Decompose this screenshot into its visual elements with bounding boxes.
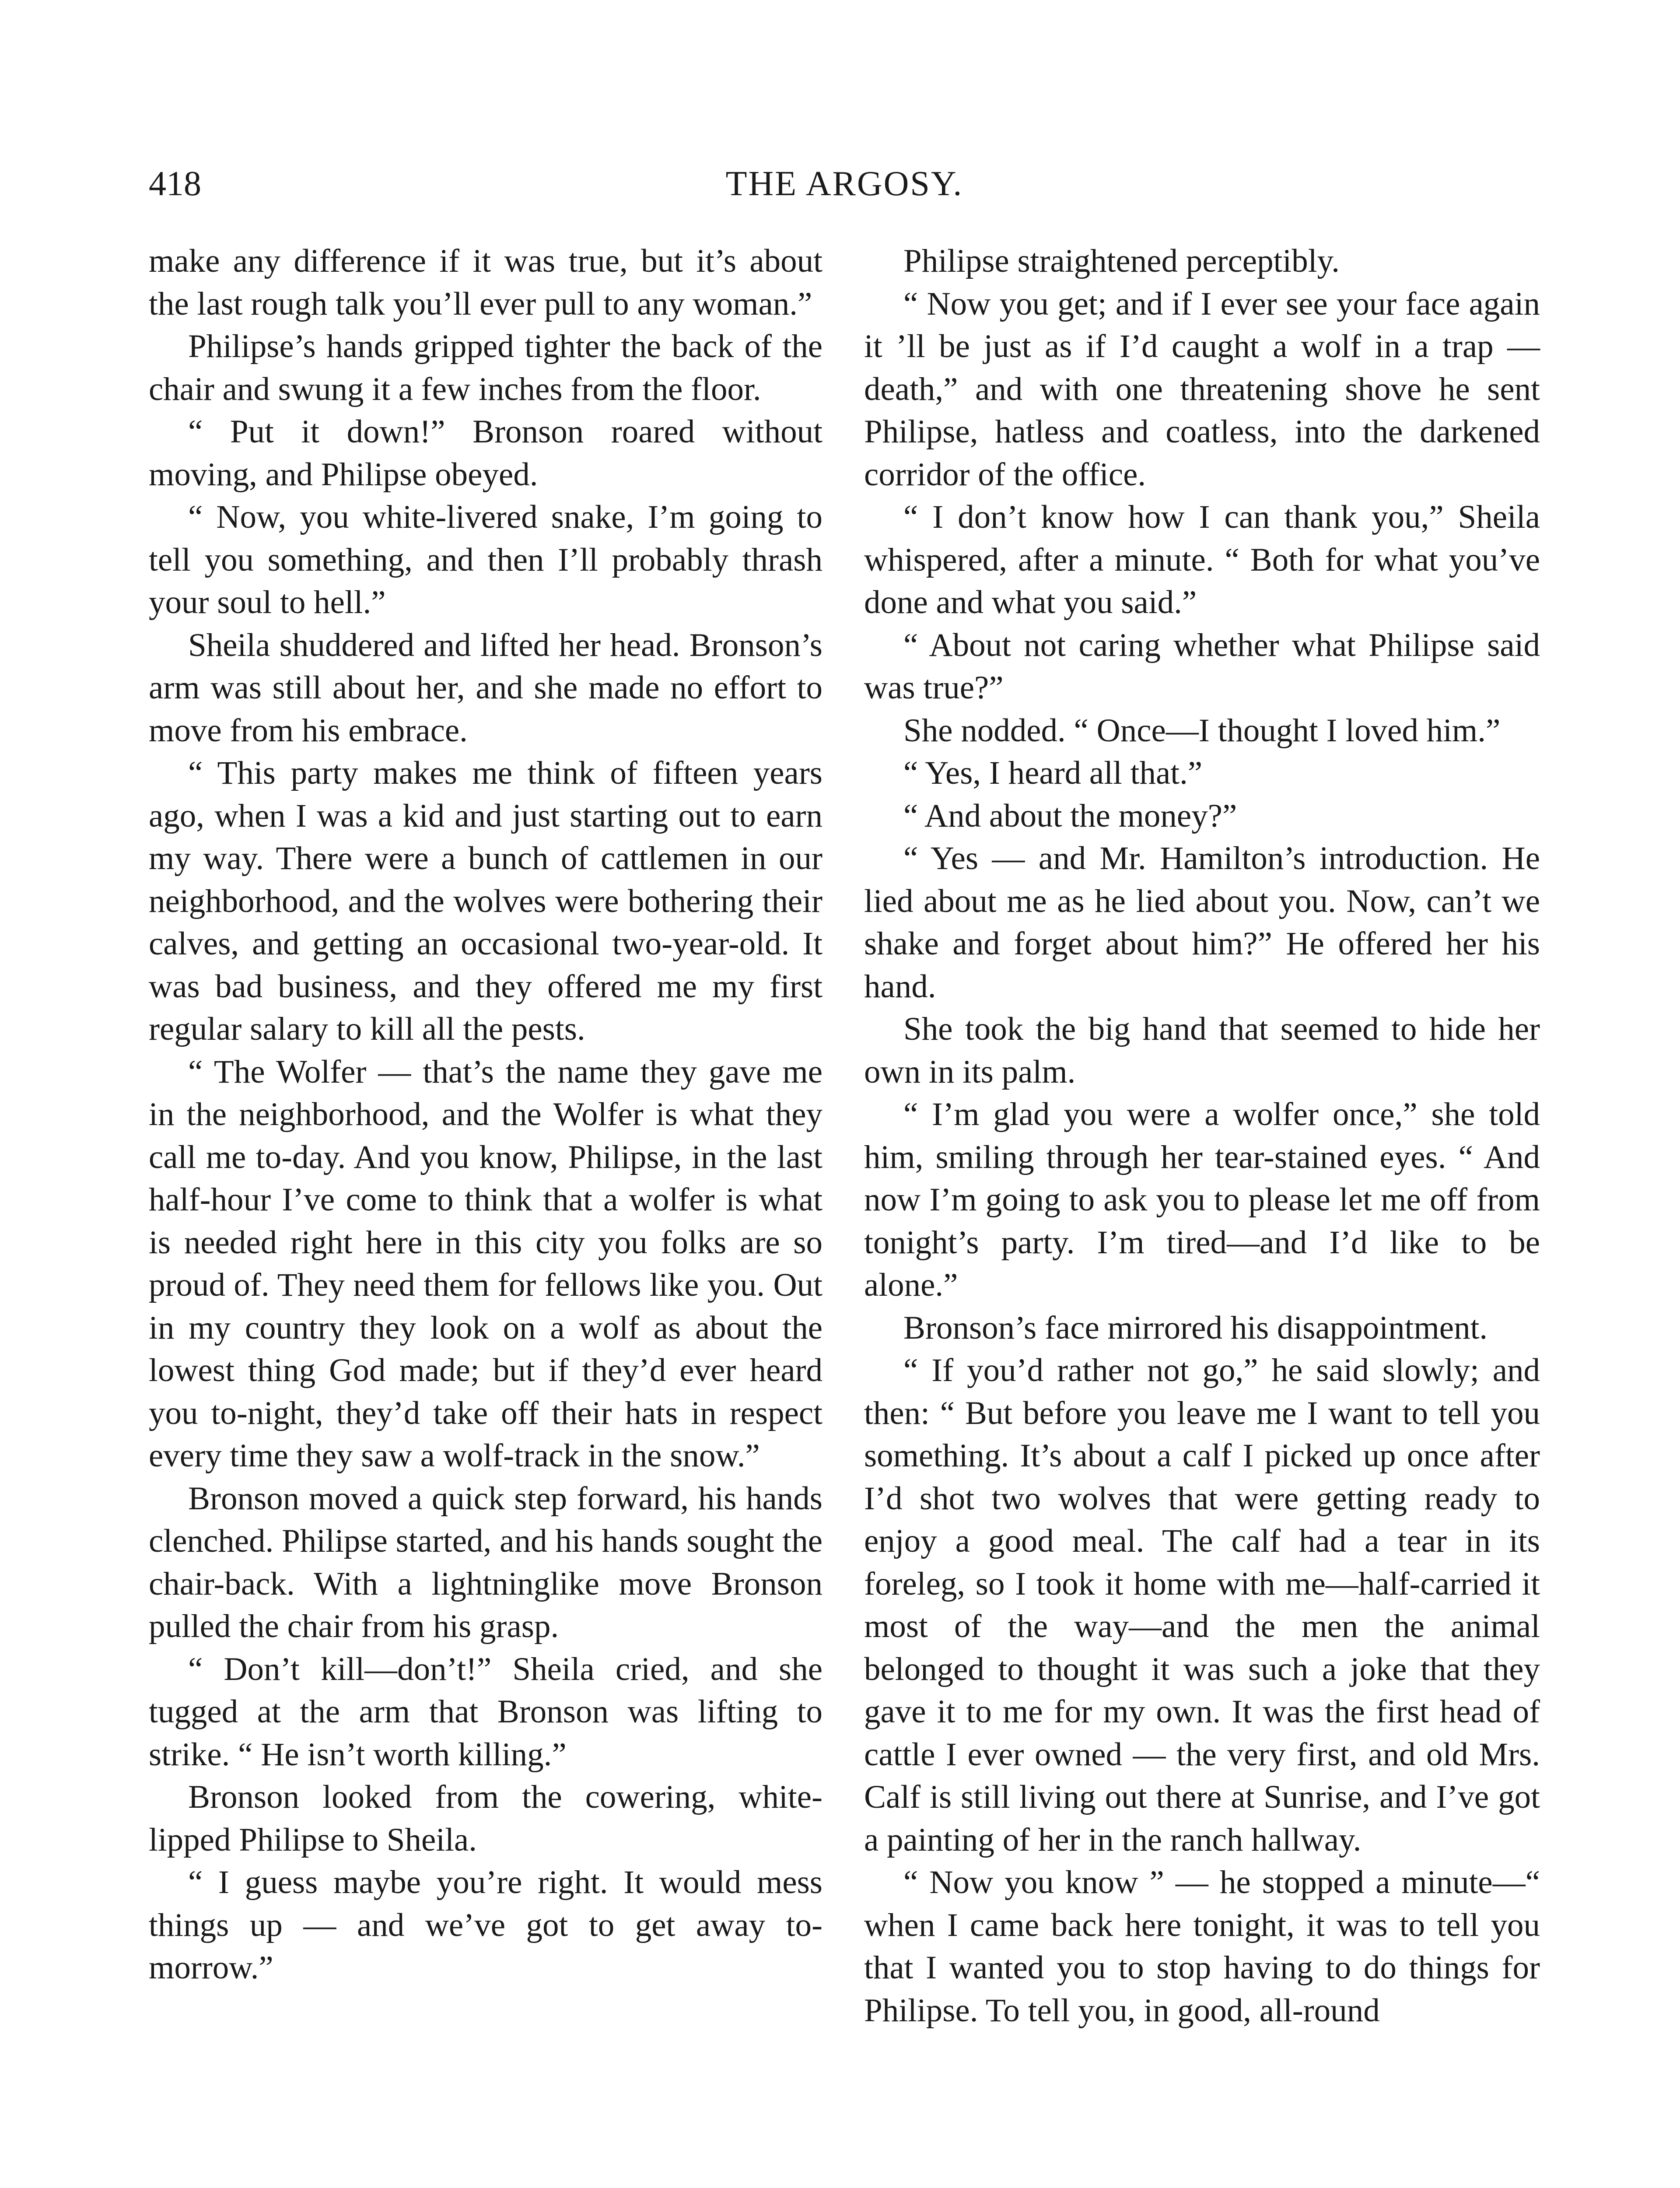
- running-title: THE ARGOSY.: [725, 165, 963, 203]
- paragraph: Philipse’s hands gripped tighter the back of the chair and swung it a few inches from the floor.: [149, 328, 822, 407]
- paragraph: She nodded. “ Once—I thought I loved him.”: [903, 712, 1501, 749]
- paragraph: “ The Wolfer — that’s the name they gave me in the neighborhood, and the Wolfer is what they call me to-day. And you know, Philipse, in the last half-hour I’ve come to think that a wolfer is what is needed right here in this city you folks are so proud of. They need them for fellows like you. Out in my country they look on a wolf as about the lowest thing God made; but if they’d ever heard you to-night, they’d take off their hats in respect every time they saw a wolf-track in the snow.”: [149, 1053, 822, 1474]
- paragraph: “ This party makes me think of fifteen years ago, when I was a kid and just starting out to earn my way. There were a bunch of cattlemen in our neighborhood, and the wolves were bothering their calves, and getting an occasional two-year-old. It was bad business, and they offered me my first regular salary to kill all the pests.: [149, 755, 822, 1047]
- paragraph: “ Now you get; and if I ever see your face again it ’ll be just as if I’d caught a wolf in a trap — death,” and with one threatening shove he sent Philipse, hatless and coatless, into the darkened corridor of the office.: [864, 285, 1540, 493]
- page-header: [149, 160, 1540, 208]
- paragraph: “ I don’t know how I can thank you,” Sheila whispered, after a minute. “ Both for what you’ve done and what you said.”: [864, 499, 1540, 621]
- left-column: [149, 240, 822, 1989]
- paragraph: Philipse straightened perceptibly.: [903, 243, 1340, 279]
- page-number: 418: [149, 165, 201, 203]
- paragraph: “ About not caring whether what Philipse said was true?”: [864, 627, 1540, 706]
- paragraph: Bronson looked from the cowering, white-lipped Philipse to Sheila.: [149, 1779, 822, 1858]
- paragraph: “ I guess maybe you’re right. It would mess things up — and we’ve got to get away to-morrow.”: [149, 1864, 822, 1986]
- paragraph: She took the big hand that seemed to hide her own in its palm.: [864, 1011, 1540, 1090]
- paragraph: make any difference if it was true, but it’s about the last rough talk you’ll ever pull to any woman.”: [149, 243, 822, 322]
- right-column: [864, 240, 1540, 2032]
- paragraph: “ Yes, I heard all that.”: [903, 755, 1203, 791]
- paragraph: “ Now you know ” — he stopped a minute—“ when I came back here tonight, it was to tell you that I wanted you to stop having to do things for Philipse. To tell you, in good, all-round: [864, 1864, 1540, 2029]
- paragraph: “ And about the money?”: [903, 797, 1237, 834]
- paragraph: Sheila shuddered and lifted her head. Bronson’s arm was still about her, and she made no effort to move from his embrace.: [149, 627, 822, 749]
- paragraph: “ Now, you white-livered snake, I’m going to tell you something, and then I’ll probably thrash your soul to hell.”: [149, 499, 822, 621]
- paragraph: “ Put it down!” Bronson roared without moving, and Philipse obeyed.: [149, 414, 822, 493]
- paragraph: “ I’m glad you were a wolfer once,” she told him, smiling through her tear-stained eyes. “ And now I’m going to ask you to please let me off from tonight’s party. I’m tired—and I’d like to be alone.”: [864, 1096, 1540, 1303]
- paragraph: Bronson’s face mirrored his disappointment.: [903, 1309, 1488, 1346]
- paragraph: “ Yes — and Mr. Hamilton’s introduction. He lied about me as he lied about you. Now, can’t we shake and forget about him?” He offered her his hand.: [864, 840, 1540, 1005]
- paragraph: Bronson moved a quick step forward, his hands clenched. Philipse started, and his hands sought the chair-back. With a lightninglike move Bronson pulled the chair from his grasp.: [149, 1480, 822, 1645]
- paragraph: “ Don’t kill—don’t!” Sheila cried, and she tugged at the arm that Bronson was lifting to strike. “ He isn’t worth killing.”: [149, 1651, 822, 1773]
- paragraph: “ If you’d rather not go,” he said slowly; and then: “ But before you leave me I want to tell you something. It’s about a calf I picked up once after I’d shot two wolves that were getting ready to enjoy a good meal. The calf had a tear in its foreleg, so I took it home with me—half-carried it most of the way—and the men the animal belonged to thought it was such a joke that they gave it to me for my own. It was the first head of cattle I ever owned — the very first, and old Mrs. Calf is still living out there at Sunrise, and I’ve got a painting of her in the ranch hallway.: [864, 1352, 1540, 1858]
